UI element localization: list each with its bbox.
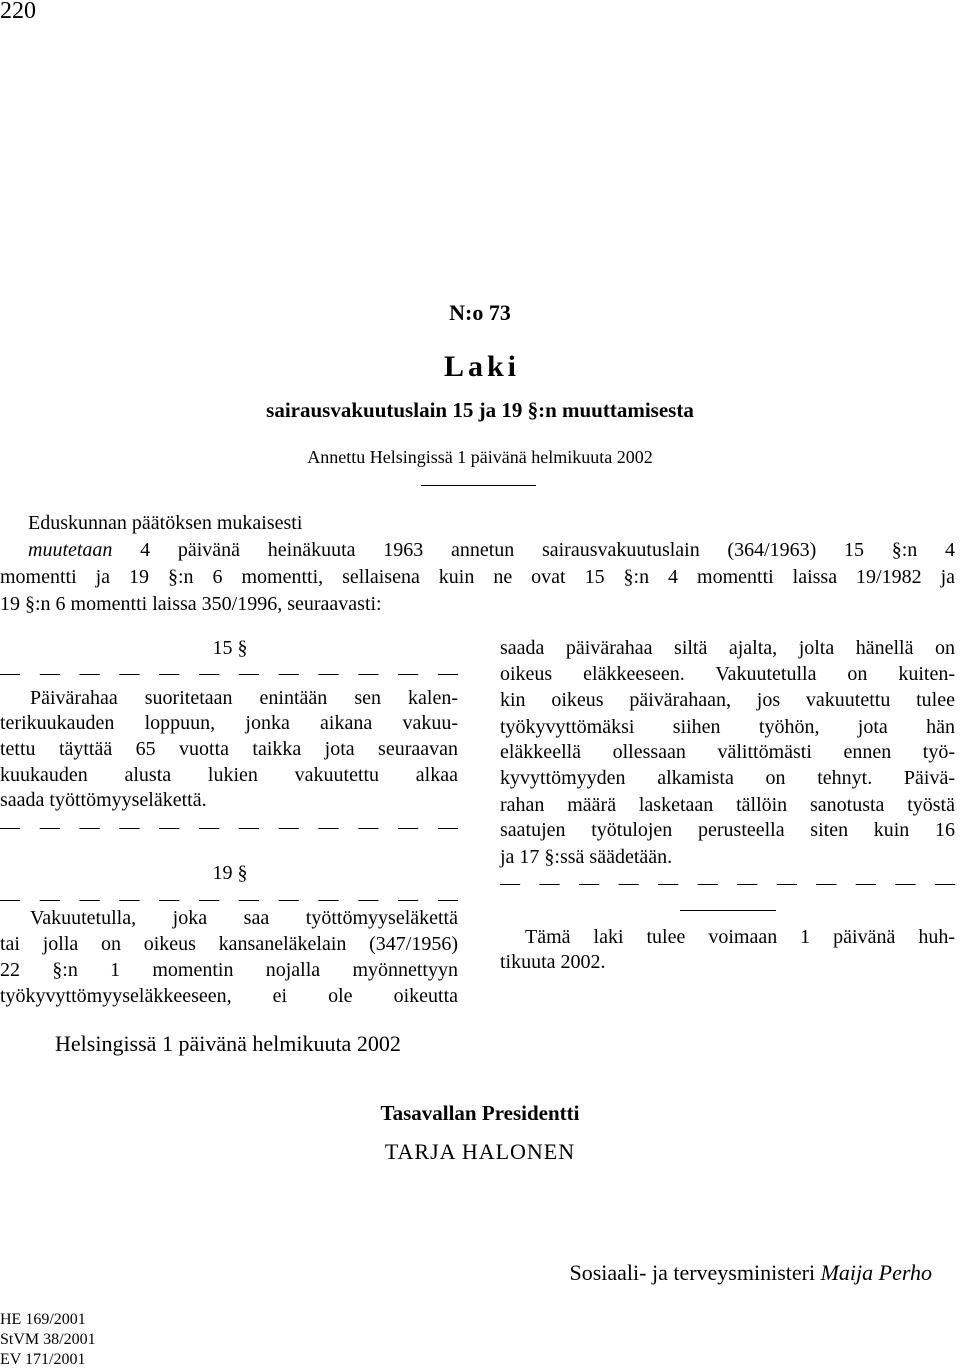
intro-line-3: momentti ja 19 §:n 6 momentti, sellaisena kuin ne ovat 15 §:n 4 momentti laissa 19/1982 ja <box>0 566 955 588</box>
entry-into-force-line: Tämä laki tulee voimaan 1 päivänä huh- <box>525 926 955 948</box>
section-15-line: saada työttömyyseläkettä. <box>0 789 207 811</box>
minister-signature <box>470 1259 932 1287</box>
section-19-line: eläkkeellä ollessaan välittömästi ennen työ- <box>500 741 955 763</box>
section-19-line: saada päivärahaa siltä ajalta, jolta hänellä on <box>500 637 955 659</box>
section-19-line: ja 17 §:ssä säädetään. <box>500 846 673 868</box>
intro-line-4: 19 §:n 6 momentti laissa 350/1996, seuraavasti: <box>0 593 382 615</box>
section-19-line: 22 §:n 1 momentin nojalla myönnettyyn <box>0 959 458 981</box>
section-19-line: saatujen työtulojen perusteella siten kuin 16 <box>500 819 955 841</box>
page-number: 220 <box>0 0 36 24</box>
section-19-line: kyvyttömyyden alkamista on tehnyt. Päivä- <box>500 767 955 789</box>
section-15-heading: 15 § <box>212 637 248 659</box>
reference-list <box>0 1310 96 1370</box>
section-19-line: oikeus eläkkeeseen. Vakuutetulla on kuiten- <box>500 663 955 685</box>
omission-mark: — — — — — — — — — — — — <box>500 872 955 894</box>
section-19-heading: 19 § <box>212 862 248 884</box>
statute-number: N:o 73 <box>449 300 511 325</box>
reference-item: HE 169/2001 <box>0 1311 86 1328</box>
statute-type-title: Laki <box>443 350 521 383</box>
intro-line-2-text: 4 päivänä heinäkuuta 1963 annetun sairausvakuutuslain (364/1963) 15 §:n 4 <box>140 539 956 561</box>
section-15-line: Päivärahaa suoritetaan enintään sen kalen- <box>30 687 458 709</box>
omission-mark: — — — — — — — — — — — — <box>0 662 458 684</box>
intro-line-2 <box>28 537 955 563</box>
section-19-line: Vakuutetulla, joka saa työttömyyseläkettä <box>30 907 458 929</box>
section-19-line: tai jolla on oikeus kansaneläkelain (347/1956) <box>0 933 458 955</box>
minister-title: Sosiaali- ja terveysministeri <box>569 1260 816 1285</box>
entry-into-force-line: tikuuta 2002. <box>500 951 606 973</box>
reference-item: StVM 38/2001 <box>0 1331 96 1348</box>
section-19-line: rahan määrä lasketaan tällöin sanotusta työstä <box>500 794 955 816</box>
intro-amend-keyword: muutetaan <box>28 539 113 561</box>
president-title: Tasavallan Presidentti <box>380 1101 580 1125</box>
intro-line-1: Eduskunnan päätöksen mukaisesti <box>28 512 303 534</box>
signing-place-date: Helsingissä 1 päivänä helmikuuta 2002 <box>55 1031 401 1056</box>
section-19-line: kin oikeus päivärahaan, jos vakuutettu tulee <box>500 689 955 711</box>
omission-mark: — — — — — — — — — — — — <box>0 816 458 838</box>
section-15-line: tettu täyttää 65 vuotta taikka jota seuraavan <box>0 738 458 760</box>
section-end-divider <box>680 910 776 911</box>
section-19-line: työkyvyttömäksi siihen työhön, jota hän <box>500 716 955 738</box>
section-15-line: terikuukauden loppuun, jonka aikana vakuu- <box>0 712 458 734</box>
header-divider <box>421 485 536 486</box>
statute-subtitle: sairausvakuutuslain 15 ja 19 §:n muuttamisesta <box>266 398 694 422</box>
section-19-line: työkyvyttömyyseläkkeeseen, ei ole oikeutta <box>0 985 458 1007</box>
given-date-line: Annettu Helsingissä 1 päivänä helmikuuta 2002 <box>307 447 653 467</box>
president-name: TARJA HALONEN <box>384 1139 576 1164</box>
minister-name: Maija Perho <box>820 1260 932 1285</box>
omission-mark: — — — — — — — — — — — — <box>0 888 458 910</box>
reference-item: EV 171/2001 <box>0 1351 86 1368</box>
section-15-line: kuukauden alusta lukien vakuutettu alkaa <box>0 764 458 786</box>
